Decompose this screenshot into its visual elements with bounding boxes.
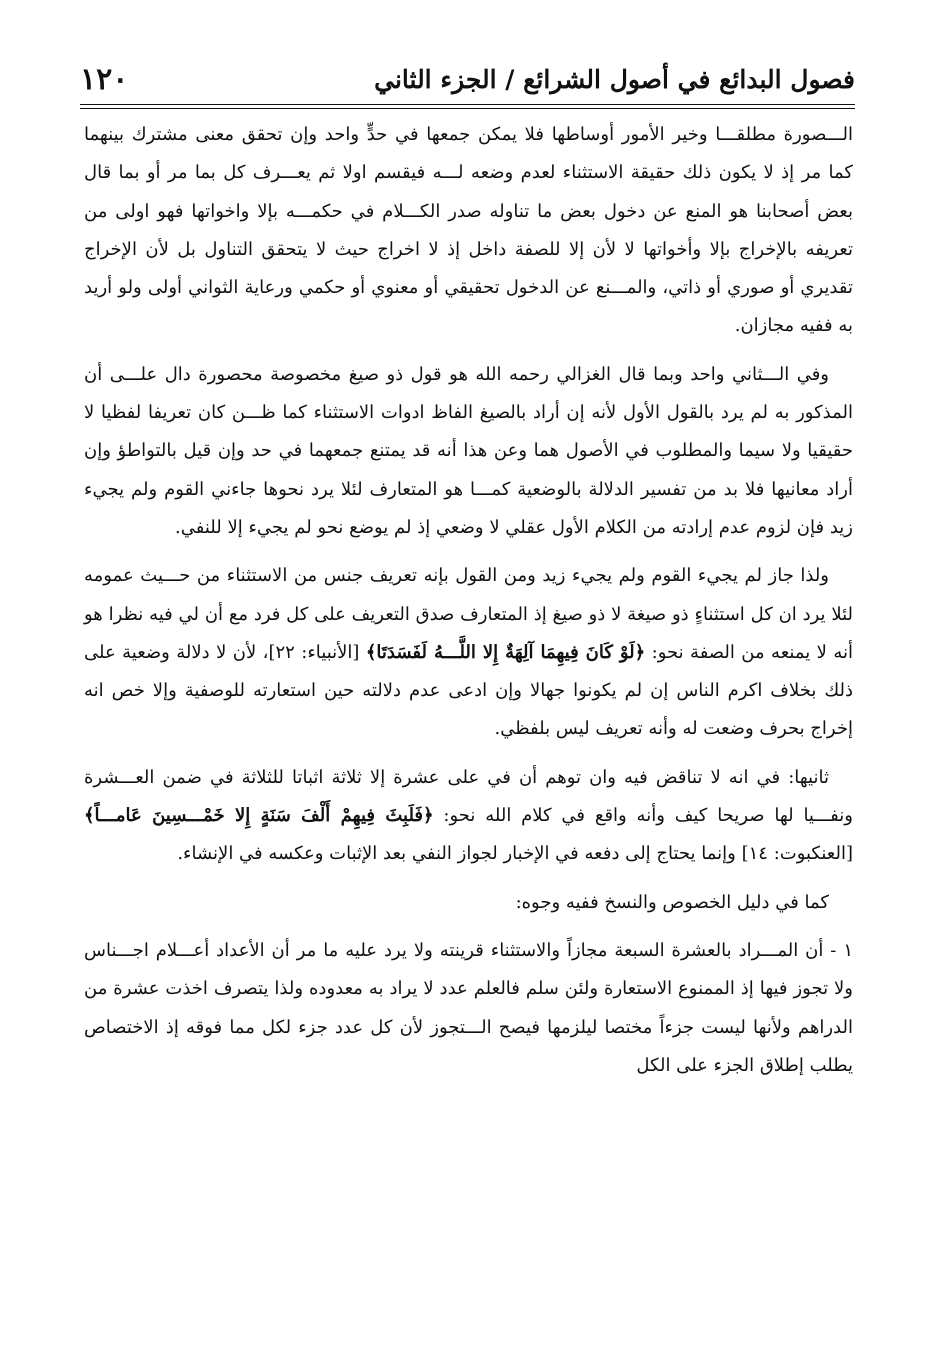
paragraph-4-text-before: ثانيها: في انه لا تناقض فيه وان توهم أن في على عشرة إلا ثلاثة اثباتا للثلاثة في ضمن العـــشرة ونفـــيا لها صريحا كيف وأنه واقع في كلام الله نحو:: [84, 766, 853, 827]
paragraph-1: الـــصورة مطلقـــا وخير الأمور أوساطها فلا يمكن جمعها في حدٍّ واحد وإن تحقق معنى مشترك بينهما كما مر إذ لا يكون ذلك حقيقة الاستثناء لعدم وضعه لـــه فيقسم اولا ثم يعـــرف كل بما مر أو بما قال بعض أصحابنا هو المنع عن دخول بعض ما تناوله صدر الكـــلام في حكمـــه بإلا واخواتها فهو اولى من تعريفه بالإخراج بإلا وأخواتها لا لأن إلا للصفة داخل إذ لا اخراج حيث لا يتحقق التناول بل لأن الإخراج تقديري أو صوري أو ذاتي، والمـــنع عن الدخول تحقيقي أو معنوي أو حكمي ورعاية الثواني أولى ولو أريد به ففيه مجازان.: [84, 124, 853, 337]
paragraph-4-text-after: [العنكبوت: ١٤] وإنما يحتاج إلى دفعه في الإخبار لجواز النفي بعد الإثبات وعكسه في الإنشاء.: [177, 843, 853, 865]
paragraph-3-text-before: ولذا جاز لم يجيء القوم ولم يجيء زيد ومن القول بإنه تعريف جنس من الاستثناء من حـــيث عمومه لئلا يرد ان كل استثناءٍ ذو صيغة لا ذو صيغ إذ المتعارف صدق التعريف على كل فرد مع أن لي فيه نظرا هو أنه لا يمنعه من الصفة نحو:: [84, 565, 853, 663]
quran-verse-2: ﴿فَلَبِثَ فِيهِمْ أَلْفَ سَنَةٍ إِلا خَمْـــسِينَ عَامـــاً﴾: [84, 805, 434, 827]
paragraph-2: وفي الـــثاني واحد وبما قال الغزالي رحمه الله هو قول ذو صيغ مخصوصة محصورة دال علـــى أن المذكور به لم يرد بالقول الأول لأنه إن أراد بالصيغ الفاظ ادوات الاستثناء كما ظـــن كان تعريفا لفظيا لا حقيقيا ولا سيما والمطلوب في الأصول هما وعن هذا أنه قد يمتنع جمعهما في حد وإن قيل بالتواطؤ وإن أراد معانيها فلا بد من تفسير الدلالة بالوضعية كمـــا هو المتعارف لئلا يرد نحوها جاءني القوم ولم يجيء زيد فإن لزوم عدم إرادته من الكلام الأول عقلي لا وضعي إذ لم يوضع نحو لم يجيء إلا للنفي.: [84, 363, 853, 538]
page-header: [80, 50, 855, 100]
body-text: [84, 116, 853, 1095]
header-rule: [80, 104, 855, 109]
paragraph-4: [84, 759, 853, 874]
paragraph-5: كما في دليل الخصوص والنسخ ففيه وجوه:: [515, 891, 829, 913]
running-title: فصول البدائع في أصول الشرائع / الجزء الثاني: [374, 65, 855, 94]
paragraph-3: [84, 557, 853, 748]
page-number: ١٢٠: [80, 62, 129, 97]
paragraph-3-text-after: [الأنبياء: ٢٢]، لأن لا دلالة وضعية على ذلك بخلاف اكرم الناس إن لم يكونوا جهالا وإن ادعى عدم دلالته حين استعارته للوصفية وإلا خص انه إخراج بحرف وضعت له وأنه تعريف ليس بلفظي.: [84, 641, 853, 740]
quran-verse-1: ﴿لَوْ كَانَ فِيهِمَا آلِهَةٌ إِلا اللَّـــهُ لَفَسَدَتَا﴾: [365, 641, 646, 663]
paragraph-6: ١ - أن المـــراد بالعشرة السبعة مجازاً والاستثناء قرينته ولا يرد عليه ما مر أن الأعداد أعـــلام اجـــناس ولا تجوز فيها إذ الممنوع الاستعارة ولئن سلم فالعلم عدد لا يراد به معدوده ولذا يتصرف اخذت عشرة من الدراهم ولأنها ليست جزءاً مختصا ليلزمها فيصح الـــتجوز لأن كل عدد جزء لكل مما فوقه إذ الاختصاص يطلب إطلاق الجزء على الكل: [84, 939, 853, 1076]
